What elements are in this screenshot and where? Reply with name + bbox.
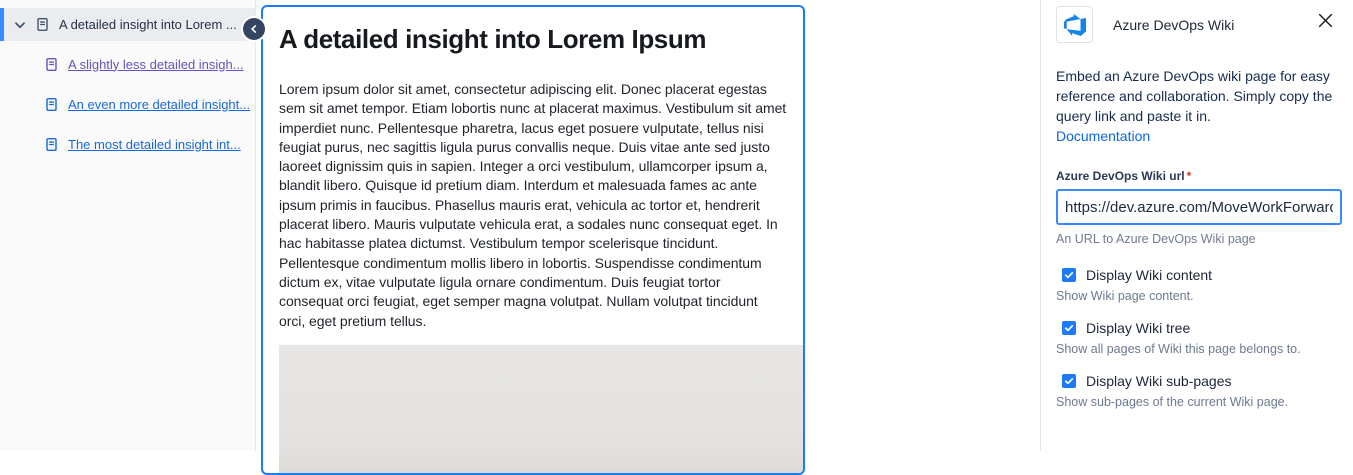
wiki-macro-content[interactable] bbox=[261, 5, 805, 475]
wiki-page-paragraph: Lorem ipsum dolor sit amet, consectetur adipiscing elit. Donec placerat egestas sem sit amet tempor. Etiam lobortis nunc at placerat maximus. Vestibulum sit amet imperdiet nunc. Pellentesque pharetra, lacus eget posuere vulputate, tellus nisi feugiat purus, nec sagittis ligula purus convallis neque. Duis vitae ante sed justo laoreet dignissim quis in sapien. Integer a orci vestibulum, ullamcorper ipsum a, blandit libero. Quisque id pretium diam. Interdum et malesuada fames ac ante ipsum primis in faucibus. Phasellus mauris erat, vehicula ac tortor et, hendrerit placerat libero. Mauris vulputate vehicula erat, a sodales nunc consequat eget. In hac habitasse platea dictumst. Vestibulum tempor scelerisque tincidunt. Pellentesque condimentum mollis libero in lobortis. Suspendisse condimentum dictum ex, vitae vulputate ligula ornare condimentum. Duis feugiat tortor consequat orci feugiat, eget semper magna volutpat. Nullam volutpat tincidunt orci, eget pretium tellus. bbox=[279, 81, 787, 329]
documentation-link[interactable]: Documentation bbox=[1056, 128, 1151, 144]
chevron-left-icon bbox=[247, 22, 261, 36]
required-marker: * bbox=[1186, 169, 1192, 183]
checkbox-helper: Show Wiki page content. bbox=[1056, 289, 1194, 303]
checkbox-display-wiki-tree[interactable] bbox=[1056, 320, 1342, 336]
checkbox-helper: Show all pages of Wiki this page belongs to. bbox=[1056, 342, 1301, 356]
wiki-url-input[interactable] bbox=[1056, 189, 1342, 225]
panel-description: Embed an Azure DevOps wiki page for easy reference and collaboration. Simply copy the query link and paste it in. bbox=[1056, 68, 1333, 124]
checkbox-checked-icon[interactable] bbox=[1062, 321, 1076, 335]
options-group bbox=[1056, 267, 1342, 409]
sidebar-collapse-button[interactable] bbox=[243, 18, 265, 40]
tree-item-selected[interactable] bbox=[0, 8, 255, 41]
panel-divider bbox=[1040, 0, 1041, 451]
tree-item-label: A detailed insight into Lorem ... bbox=[59, 17, 237, 32]
close-button[interactable] bbox=[1314, 9, 1336, 31]
panel-header bbox=[1056, 6, 1342, 43]
page-icon bbox=[35, 17, 50, 32]
tree-item-label: The most detailed insight int... bbox=[68, 136, 241, 152]
checkbox-checked-icon[interactable] bbox=[1062, 374, 1076, 388]
azure-devops-icon bbox=[1056, 6, 1093, 43]
checkbox-display-wiki-sub-pages[interactable] bbox=[1056, 373, 1342, 389]
chevron-down-icon[interactable] bbox=[12, 17, 28, 33]
tree-item-link[interactable] bbox=[44, 92, 250, 116]
active-item-bar bbox=[0, 8, 4, 41]
url-field-label: Azure DevOps Wiki url * bbox=[1056, 169, 1192, 183]
option-display-wiki-sub-pages bbox=[1056, 373, 1342, 409]
tree-item-link[interactable] bbox=[44, 52, 244, 76]
page-icon bbox=[44, 137, 59, 152]
page-icon bbox=[44, 57, 59, 72]
close-icon bbox=[1317, 12, 1334, 29]
panel-title: Azure DevOps Wiki bbox=[1113, 16, 1235, 33]
option-display-wiki-content bbox=[1056, 267, 1342, 303]
wiki-tree-sidebar bbox=[0, 0, 256, 451]
wiki-page-title: A detailed insight into Lorem Ipsum bbox=[279, 24, 707, 54]
macro-config-panel bbox=[1056, 0, 1342, 426]
tree-item-link[interactable] bbox=[44, 132, 241, 156]
checkbox-display-wiki-content[interactable] bbox=[1056, 267, 1342, 283]
checkbox-label[interactable]: Display Wiki tree bbox=[1086, 320, 1191, 336]
checkbox-helper: Show sub-pages of the current Wiki page. bbox=[1056, 395, 1289, 409]
checkbox-label[interactable]: Display Wiki content bbox=[1086, 267, 1213, 283]
tree-item-label: An even more detailed insight... bbox=[68, 96, 251, 112]
url-field-helper: An URL to Azure DevOps Wiki page bbox=[1056, 232, 1256, 246]
option-display-wiki-tree bbox=[1056, 320, 1342, 356]
page-icon bbox=[44, 97, 59, 112]
wiki-page-image bbox=[279, 345, 803, 475]
checkbox-label[interactable]: Display Wiki sub-pages bbox=[1086, 373, 1232, 389]
tree-item-label: A slightly less detailed insigh... bbox=[68, 56, 244, 72]
checkbox-checked-icon[interactable] bbox=[1062, 268, 1076, 282]
